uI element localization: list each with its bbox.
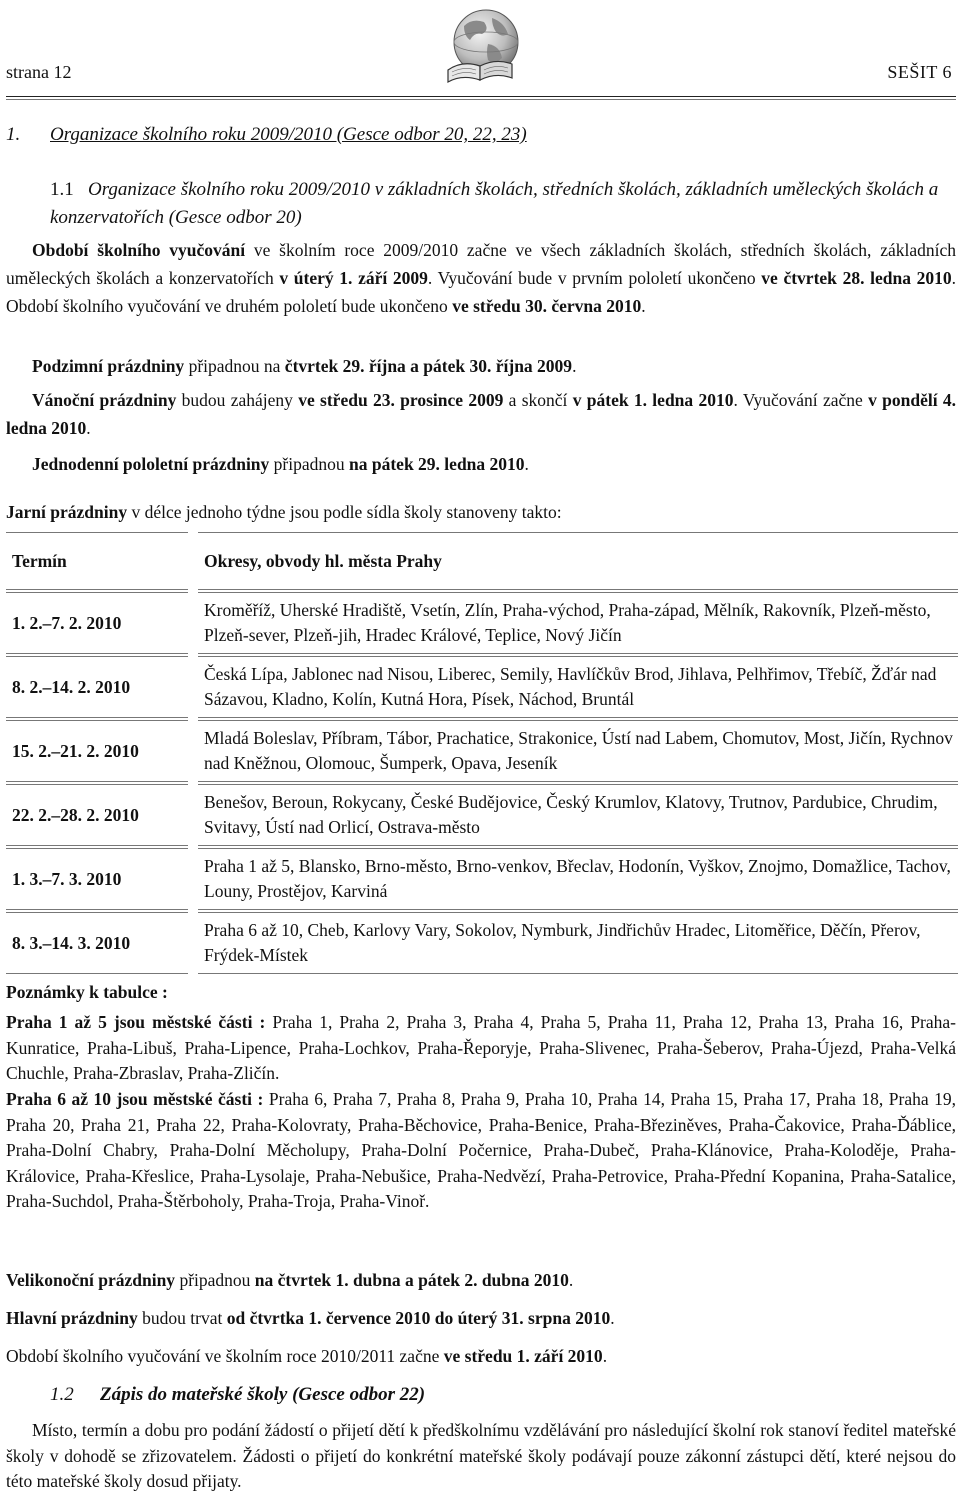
- paragraph-midterm-holiday: [32, 450, 956, 478]
- text-span: připadnou na: [184, 356, 285, 376]
- text-span: připadnou: [175, 1270, 255, 1290]
- text-span: a skončí: [503, 390, 573, 410]
- paragraph-christmas-holiday: [6, 386, 956, 442]
- column-header-term: Termín: [6, 533, 188, 590]
- section-1-2-title: Zápis do mateřské školy (Gesce odbor 22): [100, 1384, 426, 1405]
- document-page: [6, 0, 957, 1491]
- table-header-row: [6, 533, 958, 590]
- paragraph-easter-holiday: [6, 1266, 956, 1294]
- districts-cell: Mladá Boleslav, Příbram, Tábor, Prachatice, Strakonice, Ústí nad Labem, Chomutov, Most, Jičín, Rychnov nad Kněžnou, Olomouc, Šumperk, Opava, Jeseník: [198, 721, 958, 782]
- globe-book-logo: [442, 4, 524, 86]
- paragraph-school-period: [6, 236, 956, 320]
- term-label: Období školního vyučování: [32, 240, 246, 260]
- holiday-label: Hlavní prázdniny: [6, 1308, 138, 1328]
- next-year-start: ve středu 1. září 2010: [443, 1346, 603, 1366]
- text-span: budou zahájeny: [176, 390, 299, 410]
- section-1-1-heading: [50, 176, 956, 232]
- term-cell: 22. 2.–28. 2. 2010: [6, 785, 188, 846]
- section-1-2-number: 1.2: [50, 1384, 74, 1405]
- districts-cell: Česká Lípa, Jablonec nad Nisou, Liberec, Semily, Havlíčkův Brod, Jihlava, Pelhřimov, Třebíč, Žďár nad Sázavou, Kladno, Kolín, Kutná Hora, Písek, Náchod, Bruntál: [198, 657, 958, 718]
- holiday-label: Velikonoční prázdniny: [6, 1270, 176, 1290]
- term-cell: 1. 3.–7. 3. 2010: [6, 849, 188, 910]
- column-header-districts: Okresy, obvody hl. města Prahy: [198, 533, 958, 590]
- text-span: . Vyučování začne: [733, 390, 869, 410]
- issue-label: SEŠIT 6: [887, 62, 952, 82]
- page-number: strana 12: [6, 62, 72, 82]
- section-1-2-heading: [50, 1384, 425, 1406]
- paragraph-spring-holiday: [6, 498, 956, 526]
- term-cell: 8. 2.–14. 2. 2010: [6, 657, 188, 718]
- section-1-title: Organizace školního roku 2009/2010 (Gesce odbor 20, 22, 23): [50, 124, 527, 145]
- text-span: .: [572, 356, 577, 376]
- note-text: Praha 1, Praha 2, Praha 3, Praha 4, Praha 5, Praha 11, Praha 12, Praha 13, Praha 16, Praha-Kunratice, Praha-Libuš, Praha-Lipence, Praha-Lochkov, Praha-Řeporyje, Praha-Slivenec, Praha-Šeberov, Praha-Újezd, Praha-Velká Chuchle, Praha-Zbraslav, Praha-Zličín.: [6, 1012, 956, 1083]
- text-span: .: [610, 1308, 615, 1328]
- districts-cell: Benešov, Beroun, Rokycany, České Budějovice, Český Krumlov, Klatovy, Trutnov, Pardubice, Chrudim, Svitavy, Ústí nad Orlicí, Ostrava-město: [198, 785, 958, 846]
- notes-title: Poznámky k tabulce :: [6, 982, 168, 1002]
- section-1-1-number: 1.1: [50, 179, 74, 200]
- text-span: .: [524, 454, 529, 474]
- header-rule: [6, 96, 956, 97]
- text-span: Období školního vyučování ve školním roce 2010/2011 začne: [6, 1346, 444, 1366]
- section-1-1-title: Organizace školního roku 2009/2010 v základních školách, středních školách, základních uměleckých školách a konzervatořích (Gesce odbor 20): [50, 179, 939, 228]
- note-label: Praha 6 až 10 jsou městské části :: [6, 1089, 264, 1109]
- text-span: . Období školního vyučování ve druhém pololetí bude ukončeno: [6, 268, 956, 316]
- paragraph-autumn-holiday: [32, 352, 956, 380]
- text-span: v délce jednoho týdne jsou podle sídla školy stanoveny takto:: [127, 502, 562, 522]
- districts-cell: Praha 1 až 5, Blansko, Brno-město, Brno-venkov, Břeclav, Hodonín, Vyškov, Znojmo, Domažlice, Tachov, Louny, Prostějov, Karviná: [198, 849, 958, 910]
- date-first-term-end: ve čtvrtek 28. ledna 2010: [761, 268, 952, 288]
- text-span: .: [86, 418, 91, 438]
- holiday-dates: od čtvrtka 1. července 2010 do úterý 31. srpna 2010: [226, 1308, 611, 1328]
- text-span: ve školním roce 2009/2010 začne ve všech základních školách, středních školách, základních uměleckých školách a konzervatořích: [6, 240, 957, 288]
- text-span: .: [602, 1346, 608, 1366]
- text-span: .: [641, 296, 646, 316]
- paragraph-summer-holiday: [6, 1304, 956, 1332]
- classes-resume: v pondělí 4. ledna 2010: [6, 390, 957, 438]
- holiday-start: ve středu 23. prosince 2009: [298, 390, 504, 410]
- date-second-term-end: ve středu 30. června 2010: [452, 296, 642, 316]
- holiday-label: Podzimní prázdniny: [32, 356, 185, 376]
- paragraph-next-year: [6, 1342, 956, 1370]
- holiday-label: Vánoční prázdniny: [32, 390, 177, 410]
- districts-cell: Kroměříž, Uherské Hradiště, Vsetín, Zlín, Praha-východ, Praha-západ, Mělník, Rakovník, Plzeň-město, Plzeň-sever, Plzeň-jih, Hradec Králové, Teplice, Nový Jičín: [198, 593, 958, 654]
- text-span: .: [568, 1270, 574, 1290]
- table-row: [6, 785, 958, 846]
- section-1-heading: [6, 124, 527, 146]
- note-prague-6-10: [6, 1087, 956, 1215]
- table-row: [6, 913, 958, 974]
- note-text: Praha 6, Praha 7, Praha 8, Praha 9, Praha 10, Praha 14, Praha 15, Praha 17, Praha 18, Praha 19, Praha 20, Praha 21, Praha 22, Praha-Kolovraty, Praha-Běchovice, Praha-Benice, Praha-Březiněves, Praha-Čakovice, Praha-Ďáblice, Praha-Dolní Chabry, Praha-Dolní Měcholupy, Praha-Dolní Počernice, Praha-Dubeč, Praha-Klánovice, Praha-Koloděje, Praha-Královice, Praha-Křeslice, Praha-Lysolaje, Praha-Nebušice, Praha-Nedvězí, Praha-Petrovice, Praha-Přední Kopanina, Praha-Satalice, Praha-Suchdol, Praha-Štěrboholy, Praha-Troja, Praha-Vinoř.: [6, 1089, 957, 1211]
- text-span: . Vyučování bude v prvním pololetí ukončeno: [427, 268, 762, 288]
- holiday-label: Jednodenní pololetní prázdniny: [32, 454, 270, 474]
- holiday-label: Jarní prázdniny: [6, 502, 128, 522]
- note-label: Praha 1 až 5 jsou městské části :: [6, 1012, 266, 1032]
- section-1-number: 1.: [6, 124, 21, 145]
- holiday-dates: na pátek 29. ledna 2010: [349, 454, 525, 474]
- term-cell: 8. 3.–14. 3. 2010: [6, 913, 188, 974]
- note-prague-1-5: [6, 1010, 956, 1087]
- table-row: [6, 593, 958, 654]
- table-row: [6, 657, 958, 718]
- header-rule-thin: [6, 99, 956, 100]
- table-row: [6, 849, 958, 910]
- text-span: budou trvat: [137, 1308, 227, 1328]
- paragraph-kindergarten-enrollment: Místo, termín a dobu pro podání žádostí o přijetí dětí k předškolnímu vzdělávání pro následující školní rok stanoví ředitel mateřské školy v dohodě se zřizovatelem. Žádosti o přijetí do konkrétní mateřské školy podávají pouze zákonní zástupci dětí, které nejsou do této mateřské školy dosud přijaty.: [6, 1420, 956, 1491]
- text-span: připadnou: [269, 454, 350, 474]
- spring-holiday-table: [6, 532, 958, 974]
- holiday-end: v pátek 1. ledna 2010: [572, 390, 734, 410]
- table-row: [6, 721, 958, 782]
- term-cell: 1. 2.–7. 2. 2010: [6, 593, 188, 654]
- page-header: [6, 0, 956, 120]
- holiday-dates: na čtvrtek 1. dubna a pátek 2. dubna 2010: [254, 1270, 569, 1290]
- districts-cell: Praha 6 až 10, Cheb, Karlovy Vary, Sokolov, Nymburk, Jindřichův Hradec, Litoměřice, Děčín, Přerov, Frýdek-Místek: [198, 913, 958, 974]
- holiday-dates: čtvrtek 29. října a pátek 30. října 2009: [284, 356, 573, 376]
- term-cell: 15. 2.–21. 2. 2010: [6, 721, 188, 782]
- date-start: v úterý 1. září 2009: [279, 268, 428, 288]
